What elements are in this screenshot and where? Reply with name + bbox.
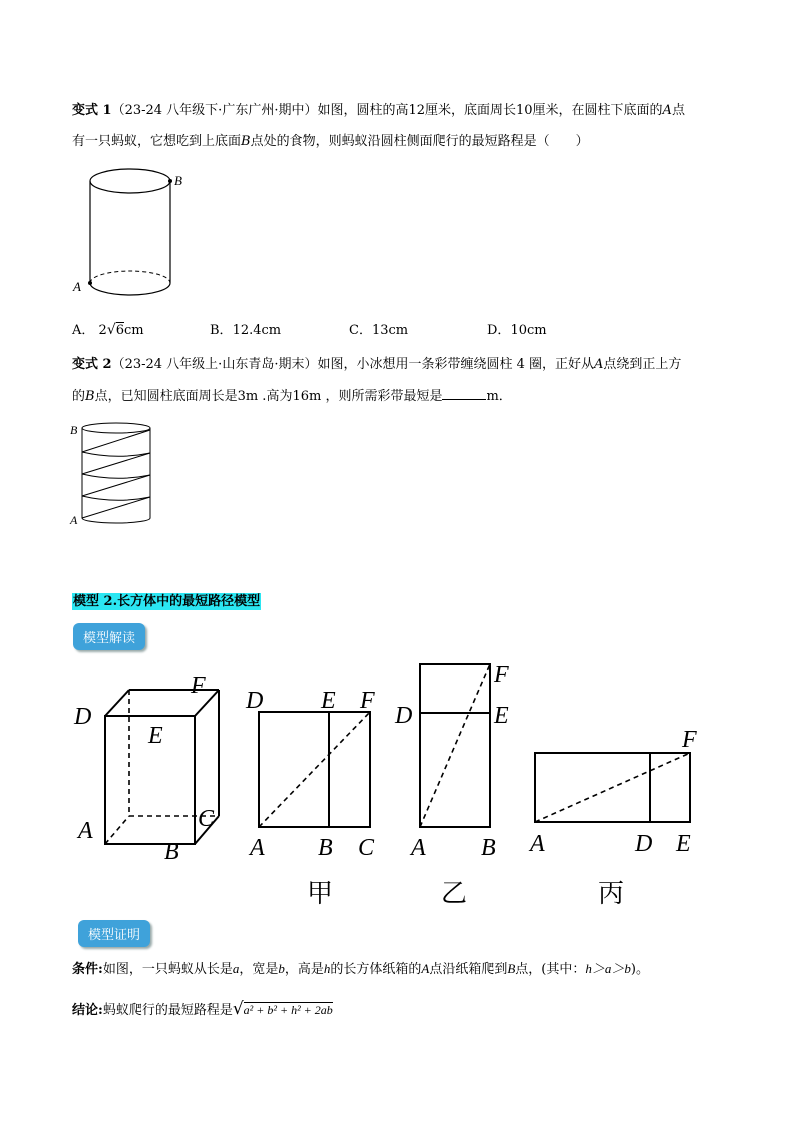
variant1-label: 变式 1 (72, 103, 112, 118)
jia-label-f: F (360, 688, 375, 714)
var-b: b (278, 961, 285, 976)
ribbon-cylinder-figure (68, 418, 168, 530)
cylinder-figure (70, 165, 200, 300)
bing-label-d: D (635, 831, 653, 857)
ribbon-label-b: B (70, 423, 78, 437)
jia-label-b: B (318, 835, 333, 861)
jia-label-d: D (246, 688, 264, 714)
bing-label-a: A (530, 831, 545, 857)
condition-line: 条件:如图，一只蚂蚁从长是a，宽是b，高是h的长方体纸箱的A点沿纸箱爬到B点，(其中：h＞a＞b)。 (72, 961, 649, 977)
variant1-text-b: 点 (671, 103, 685, 118)
net-yi-figure (393, 660, 523, 908)
cuboid-label-a: A (78, 818, 93, 844)
variant2-source: （23-24 八年级上·山东青岛·期末） (111, 357, 318, 372)
conclusion-text: 蚂蚁爬行的最短路程是 (102, 1003, 233, 1018)
option-d[interactable] (487, 319, 547, 338)
cuboid-figure (70, 666, 230, 871)
variant1-text: 如图，圆柱的高12厘米，底面周长10厘米，在圆柱下底面的 (317, 103, 663, 118)
yi-label-d: D (395, 703, 413, 729)
cuboid-label-e: E (148, 723, 163, 749)
yi-label-b: B (481, 835, 496, 861)
variant1-source: （23-24 八年级下·广东广州·期中） (111, 103, 318, 118)
option-d-letter: D． (487, 323, 511, 338)
option-b-value: 12.4cm (232, 323, 282, 338)
variant2-label: 变式 2 (72, 357, 112, 372)
bing-label-f: F (682, 727, 697, 753)
conclusion-line (72, 1000, 333, 1020)
var-h: h (323, 961, 331, 976)
option-a[interactable] (72, 319, 144, 338)
variant1-line2-a: 有一只蚂蚁，它想吃到上底面 (72, 134, 242, 149)
variant1-line1 (72, 102, 685, 120)
jia-label-c: C (358, 835, 375, 861)
variant2-point-a: A (594, 357, 604, 372)
variant2-line2-c: m． (486, 389, 512, 404)
cuboid-label-c: C (198, 806, 215, 832)
yi-label-e: E (494, 703, 509, 729)
model2-heading: 模型 2.长方体中的最短路径模型 (73, 594, 261, 609)
variant2-line2-a: 的 (72, 389, 86, 404)
answer-blank[interactable] (442, 387, 486, 400)
jia-label-a: A (250, 835, 265, 861)
option-c[interactable] (349, 319, 408, 338)
variant2-line2-b: 点，已知圆柱底面周长是3m .高为16m ，则所需彩带最短是 (94, 389, 443, 404)
variant2-line2 (72, 387, 512, 406)
yi-caption: 乙 (441, 879, 468, 908)
formula: a² + b² + h² + 2ab (243, 1003, 333, 1017)
sqrt-icon: √ (232, 999, 244, 1019)
option-b[interactable] (210, 319, 281, 338)
ribbon-label-a: A (70, 513, 78, 527)
variant2-line1 (72, 356, 681, 374)
variant1-point-b: B (241, 134, 251, 149)
option-d-value: 10cm (510, 323, 547, 338)
cuboid-label-d: D (74, 704, 92, 730)
variant2-text-b: 点绕到正上方 (603, 357, 682, 372)
option-c-letter: C． (349, 323, 372, 338)
net-jia-figure (244, 680, 394, 908)
variant1-line2-b: 点处的食物，则蚂蚁沿圆柱侧面爬行的最短路程是（ ） (250, 134, 589, 149)
yi-label-a: A (411, 835, 426, 861)
option-c-value: 13cm (371, 323, 409, 338)
cuboid-label-f: F (191, 673, 206, 699)
cylinder-label-a: A (73, 279, 81, 294)
variant1-point-a: A (662, 103, 672, 118)
bing-caption: 丙 (598, 879, 625, 908)
variant1-line2 (72, 133, 589, 151)
tag-model-reading: 模型解读 (73, 623, 145, 650)
option-a-value: 2√6cm (98, 322, 144, 338)
cylinder-label-b: B (174, 173, 182, 188)
bing-label-e: E (676, 831, 691, 857)
tag-model-proof: 模型证明 (78, 920, 150, 947)
cuboid-label-b: B (164, 839, 179, 865)
option-b-letter: B． (210, 323, 233, 338)
option-a-letter: A． (72, 323, 95, 338)
inequality: h＞a＞b (585, 961, 631, 976)
variant2-point-b: B (85, 389, 95, 404)
jia-caption: 甲 (307, 879, 334, 908)
variant2-text: 如图，小冰想用一条彩带缠绕圆柱 4 圈，正好从 (317, 357, 594, 372)
var-a: a (232, 961, 240, 976)
yi-label-f: F (494, 662, 509, 688)
conclusion-label: 结论: (72, 1003, 103, 1018)
jia-label-e: E (321, 688, 336, 714)
net-bing-figure (520, 720, 720, 908)
condition-label: 条件: (72, 962, 103, 977)
